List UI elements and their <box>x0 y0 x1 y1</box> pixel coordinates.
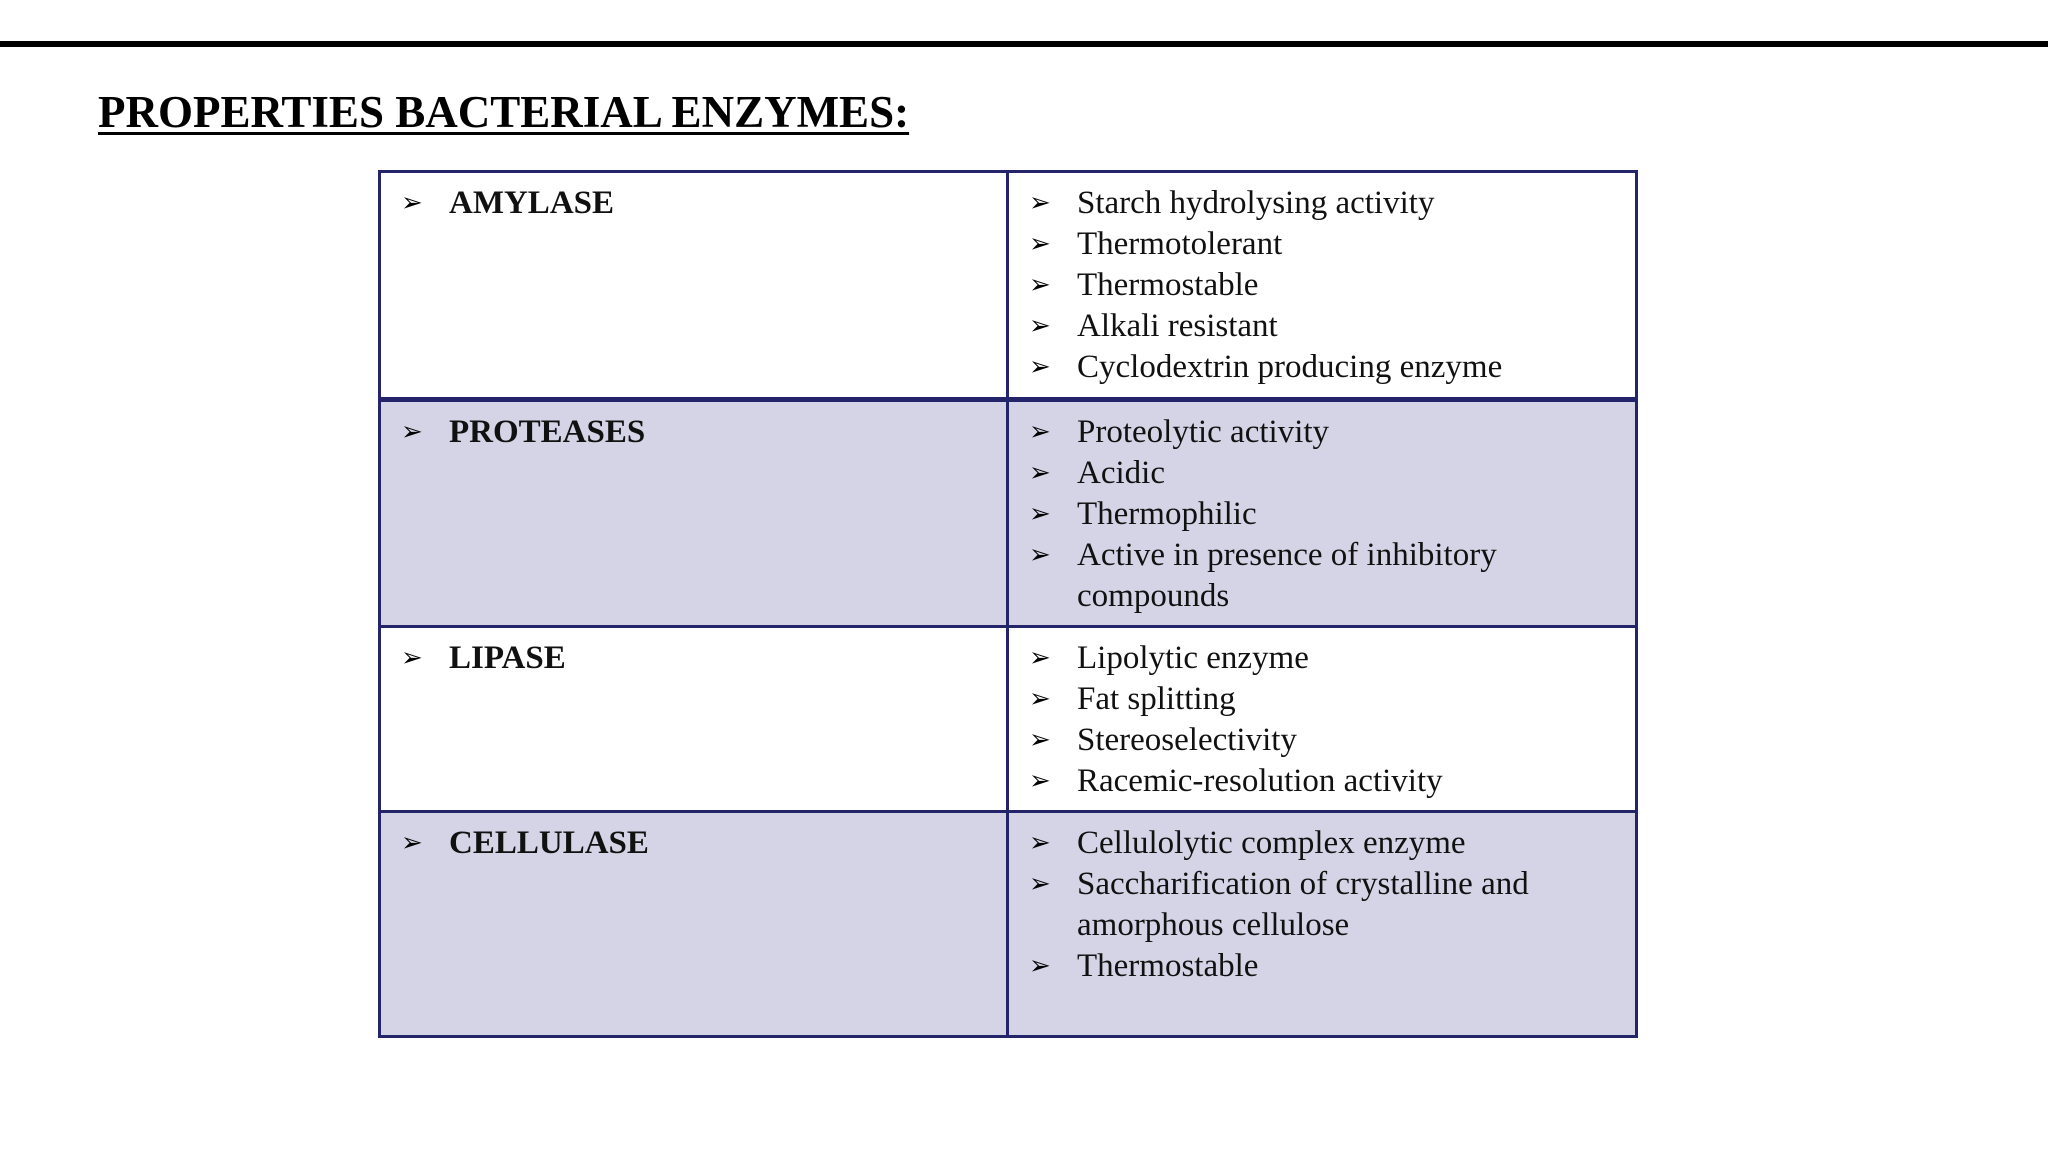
property-list <box>1029 412 1615 617</box>
arrowhead-bullet-icon: ➢ <box>1029 684 1051 714</box>
property-list <box>1029 638 1615 802</box>
property-item <box>1029 412 1615 453</box>
property-item <box>1029 224 1615 265</box>
property-item <box>1029 265 1615 306</box>
property-text: Alkali resistant <box>1077 308 1278 344</box>
enzyme-name-cell <box>380 172 1008 400</box>
property-text: Starch hydrolysing activity <box>1077 185 1435 221</box>
page-title: PROPERTIES BACTERIAL ENZYMES: <box>98 87 910 137</box>
arrowhead-bullet-icon: ➢ <box>1029 643 1051 673</box>
arrowhead-bullet-icon: ➢ <box>1029 725 1051 755</box>
property-text: Active in presence of inhibitory compounds <box>1077 537 1497 614</box>
table-row-lipase <box>380 627 1637 812</box>
enzyme-properties-cell <box>1008 627 1637 812</box>
property-item <box>1029 638 1615 679</box>
arrowhead-bullet-icon: ➢ <box>1029 828 1051 858</box>
property-text: Thermostable <box>1077 267 1259 303</box>
property-item <box>1029 720 1615 761</box>
arrowhead-bullet-icon: ➢ <box>401 417 423 447</box>
arrowhead-bullet-icon: ➢ <box>1029 311 1051 341</box>
property-text: Thermophilic <box>1077 496 1257 532</box>
enzyme-name-cell <box>380 812 1008 1037</box>
arrowhead-bullet-icon: ➢ <box>1029 458 1051 488</box>
arrowhead-bullet-icon: ➢ <box>1029 270 1051 300</box>
property-list <box>1029 183 1615 388</box>
property-item <box>1029 761 1615 802</box>
property-text: Saccharification of crystalline and amorphous cellulose <box>1077 866 1529 943</box>
arrowhead-bullet-icon: ➢ <box>1029 540 1051 570</box>
arrowhead-bullet-icon: ➢ <box>1029 352 1051 382</box>
property-item <box>1029 679 1615 720</box>
enzyme-name: PROTEASES <box>449 414 646 450</box>
property-text: Thermotolerant <box>1077 226 1283 262</box>
property-text: Lipolytic enzyme <box>1077 640 1309 676</box>
enzyme-name: LIPASE <box>449 640 566 676</box>
enzyme-name: CELLULASE <box>449 825 649 861</box>
arrowhead-bullet-icon: ➢ <box>1029 417 1051 447</box>
property-text: Fat splitting <box>1077 681 1236 717</box>
property-text: Thermostable <box>1077 948 1259 984</box>
property-text: Racemic-resolution activity <box>1077 763 1443 799</box>
arrowhead-bullet-icon: ➢ <box>1029 499 1051 529</box>
enzyme-properties-cell <box>1008 172 1637 400</box>
arrowhead-bullet-icon: ➢ <box>1029 229 1051 259</box>
property-item <box>1029 453 1615 494</box>
property-item <box>1029 946 1615 987</box>
enzyme-properties-cell <box>1008 400 1637 627</box>
enzyme-name-line <box>401 638 986 679</box>
property-item <box>1029 535 1615 617</box>
arrowhead-bullet-icon: ➢ <box>1029 766 1051 796</box>
enzyme-name-cell <box>380 400 1008 627</box>
enzyme-name-line <box>401 183 986 224</box>
property-text: Cellulolytic complex enzyme <box>1077 825 1466 861</box>
enzyme-properties-cell <box>1008 812 1637 1037</box>
top-rule <box>0 41 2048 47</box>
arrowhead-bullet-icon: ➢ <box>401 188 423 218</box>
enzyme-name: AMYLASE <box>449 185 615 221</box>
enzyme-name-line <box>401 412 986 453</box>
property-list <box>1029 823 1615 987</box>
property-text: Acidic <box>1077 455 1165 491</box>
arrowhead-bullet-icon: ➢ <box>401 828 423 858</box>
enzyme-name-cell <box>380 627 1008 812</box>
property-item <box>1029 306 1615 347</box>
enzyme-name-line <box>401 823 986 864</box>
table-row-cellulase <box>380 812 1637 1037</box>
property-item <box>1029 347 1615 388</box>
arrowhead-bullet-icon: ➢ <box>1029 869 1051 899</box>
arrowhead-bullet-icon: ➢ <box>401 643 423 673</box>
property-item <box>1029 183 1615 224</box>
arrowhead-bullet-icon: ➢ <box>1029 188 1051 218</box>
property-item <box>1029 823 1615 864</box>
arrowhead-bullet-icon: ➢ <box>1029 951 1051 981</box>
property-item <box>1029 864 1615 946</box>
property-text: Stereoselectivity <box>1077 722 1297 758</box>
table-row-proteases <box>380 400 1637 627</box>
property-item <box>1029 494 1615 535</box>
enzyme-properties-table <box>378 170 1638 1038</box>
table-row-amylase <box>380 172 1637 400</box>
property-text: Cyclodextrin producing enzyme <box>1077 349 1503 385</box>
property-text: Proteolytic activity <box>1077 414 1330 450</box>
